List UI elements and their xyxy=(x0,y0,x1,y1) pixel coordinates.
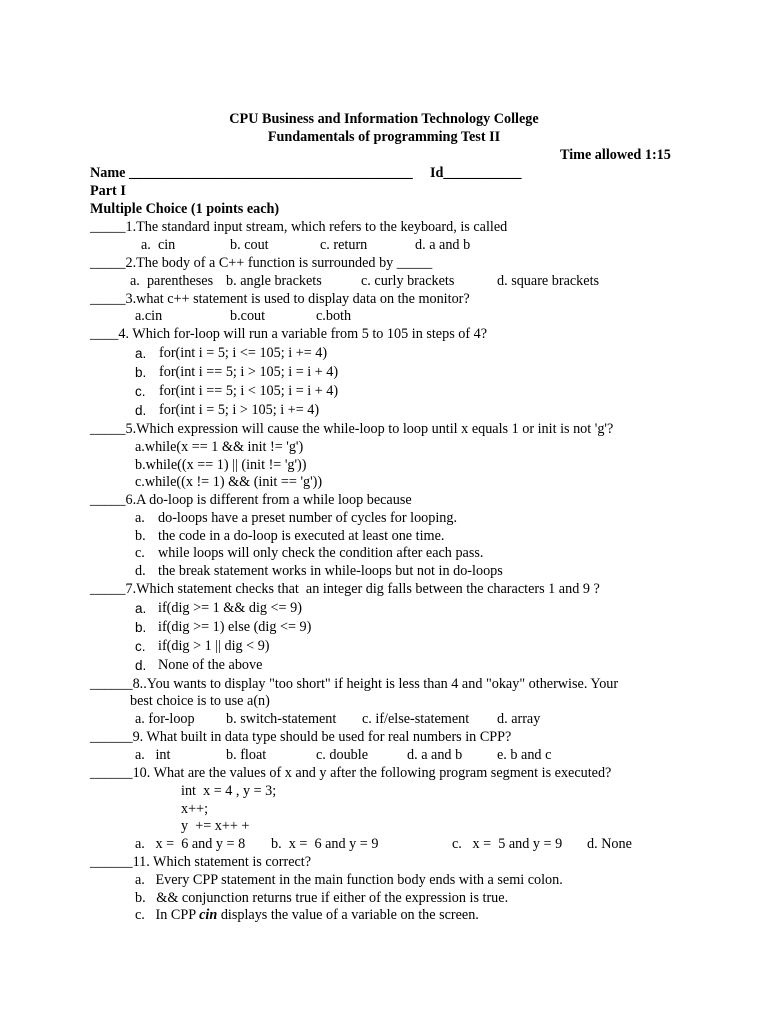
q10-option-d: d. None xyxy=(587,836,632,852)
q7-letter-c: c. xyxy=(135,639,146,654)
question-7: _____7.Which statement checks that an integer dig falls between the characters 1 and 9 ? xyxy=(90,581,600,597)
part-heading: Part I xyxy=(90,183,126,199)
question-9: ______9. What built in data type should be used for real numbers in CPP? xyxy=(90,729,512,745)
q8-option-a: a. for-loop xyxy=(135,711,195,727)
q6-letter-b: b. xyxy=(135,528,146,544)
q7-option-c: if(dig > 1 || dig < 9) xyxy=(158,638,270,654)
q4-option-b: for(int i == 5; i > 105; i = i + 4) xyxy=(159,364,339,380)
q2-option-b: b. angle brackets xyxy=(226,273,322,289)
q5-option-b: b.while((x == 1) || (init != 'g')) xyxy=(135,457,307,473)
q10-code-line-3: y += x++ + xyxy=(181,818,250,834)
question-3: _____3.what c++ statement is used to display data on the monitor? xyxy=(90,291,470,307)
q3-option-a: a.cin xyxy=(135,308,163,324)
q1-option-c: c. return xyxy=(320,237,368,253)
q10-option-a: a. x = 6 and y = 8 xyxy=(135,836,246,852)
q9-option-c: c. double xyxy=(316,747,369,763)
q7-letter-d: d. xyxy=(135,658,147,673)
q8-option-d: d. array xyxy=(497,711,541,727)
q6-option-d: the break statement works in while-loops but not in do-loops xyxy=(158,563,503,579)
q2-option-a: a. parentheses xyxy=(130,273,214,289)
q11-option-c-prefix: c. In CPP xyxy=(135,907,200,923)
q10-code-line-1: int x = 4 , y = 3; xyxy=(181,783,277,799)
q10-code-line-2: x++; xyxy=(181,801,209,817)
q11-option-c xyxy=(135,907,479,924)
q3-option-b: b.cout xyxy=(230,308,266,324)
q6-letter-d: d. xyxy=(135,563,146,579)
question-2: _____2.The body of a C++ function is surrounded by _____ xyxy=(90,255,433,271)
q7-letter-b: b. xyxy=(135,620,147,635)
q1-option-a: a. cin xyxy=(141,237,176,253)
q2-option-d: d. square brackets xyxy=(497,273,600,289)
q7-letter-a: a. xyxy=(135,601,147,616)
question-8-cont: best choice is to use a(n) xyxy=(130,693,270,709)
q8-option-b: b. switch-statement xyxy=(226,711,337,727)
question-11: ______11. Which statement is correct? xyxy=(90,854,312,870)
q11-cin-keyword: cin xyxy=(199,907,218,923)
question-10: ______10. What are the values of x and y after the following program segment is executed? xyxy=(90,765,612,781)
test-title: Fundamentals of programming Test II xyxy=(267,129,501,145)
question-4: ____4. Which for-loop will run a variable from 5 to 105 in steps of 4? xyxy=(90,326,488,342)
q10-option-c: c. x = 5 and y = 9 xyxy=(452,836,563,852)
section-heading: Multiple Choice (1 points each) xyxy=(90,201,280,217)
q6-option-a: do-loops have a preset number of cycles for looping. xyxy=(158,510,458,526)
q7-option-b: if(dig >= 1) else (dig <= 9) xyxy=(158,619,312,635)
q4-option-c: for(int i == 5; i < 105; i = i + 4) xyxy=(159,383,339,399)
q10-option-b: b. x = 6 and y = 9 xyxy=(271,836,379,852)
question-6: _____6.A do-loop is different from a while loop because xyxy=(90,492,412,508)
q2-option-c: c. curly brackets xyxy=(361,273,455,289)
question-5: _____5.Which expression will cause the while-loop to loop until x equals 1 or init is not 'g'? xyxy=(90,421,614,437)
q7-option-a: if(dig >= 1 && dig <= 9) xyxy=(158,600,302,616)
q5-option-a: a.while(x == 1 && init != 'g') xyxy=(135,439,304,455)
q5-option-c: c.while((x != 1) && (init == 'g')) xyxy=(135,474,323,490)
q8-option-c: c. if/else-statement xyxy=(362,711,470,727)
q9-option-e: e. b and c xyxy=(497,747,552,763)
q6-option-c: while loops will only check the condition after each pass. xyxy=(158,545,484,561)
q11-option-a: a. Every CPP statement in the main function body ends with a semi colon. xyxy=(135,872,563,888)
q3-option-c: c.both xyxy=(316,308,352,324)
q4-option-d: for(int i = 5; i > 105; i += 4) xyxy=(159,402,320,418)
q9-option-b: b. float xyxy=(226,747,267,763)
q4-letter-a: a. xyxy=(135,346,147,361)
q4-option-a: for(int i = 5; i <= 105; i += 4) xyxy=(159,345,328,361)
college-title: CPU Business and Information Technology College xyxy=(229,111,539,127)
question-8: ______8..You wants to display "too short" if height is less than 4 and "okay" otherwise. Your xyxy=(90,676,619,692)
time-allowed: Time allowed 1:15 xyxy=(560,147,671,163)
q1-option-b: b. cout xyxy=(230,237,269,253)
id-field: Id___________ xyxy=(430,165,522,181)
q11-option-b: b. && conjunction returns true if either of the expression is true. xyxy=(135,890,509,906)
question-1: _____1.The standard input stream, which refers to the keyboard, is called xyxy=(90,219,508,235)
q6-option-b: the code in a do-loop is executed at least one time. xyxy=(158,528,445,544)
q4-letter-b: b. xyxy=(135,365,147,380)
q4-letter-c: c. xyxy=(135,384,146,399)
q1-option-d: d. a and b xyxy=(415,237,471,253)
q11-option-c-suffix: displays the value of a variable on the screen. xyxy=(217,907,479,923)
q6-letter-a: a. xyxy=(135,510,145,526)
q6-letter-c: c. xyxy=(135,545,145,561)
q4-letter-d: d. xyxy=(135,403,147,418)
q9-option-a: a. int xyxy=(135,747,171,763)
q7-option-d: None of the above xyxy=(158,657,263,673)
q9-option-d: d. a and b xyxy=(407,747,463,763)
name-field: Name ________________________________________ xyxy=(90,165,413,181)
